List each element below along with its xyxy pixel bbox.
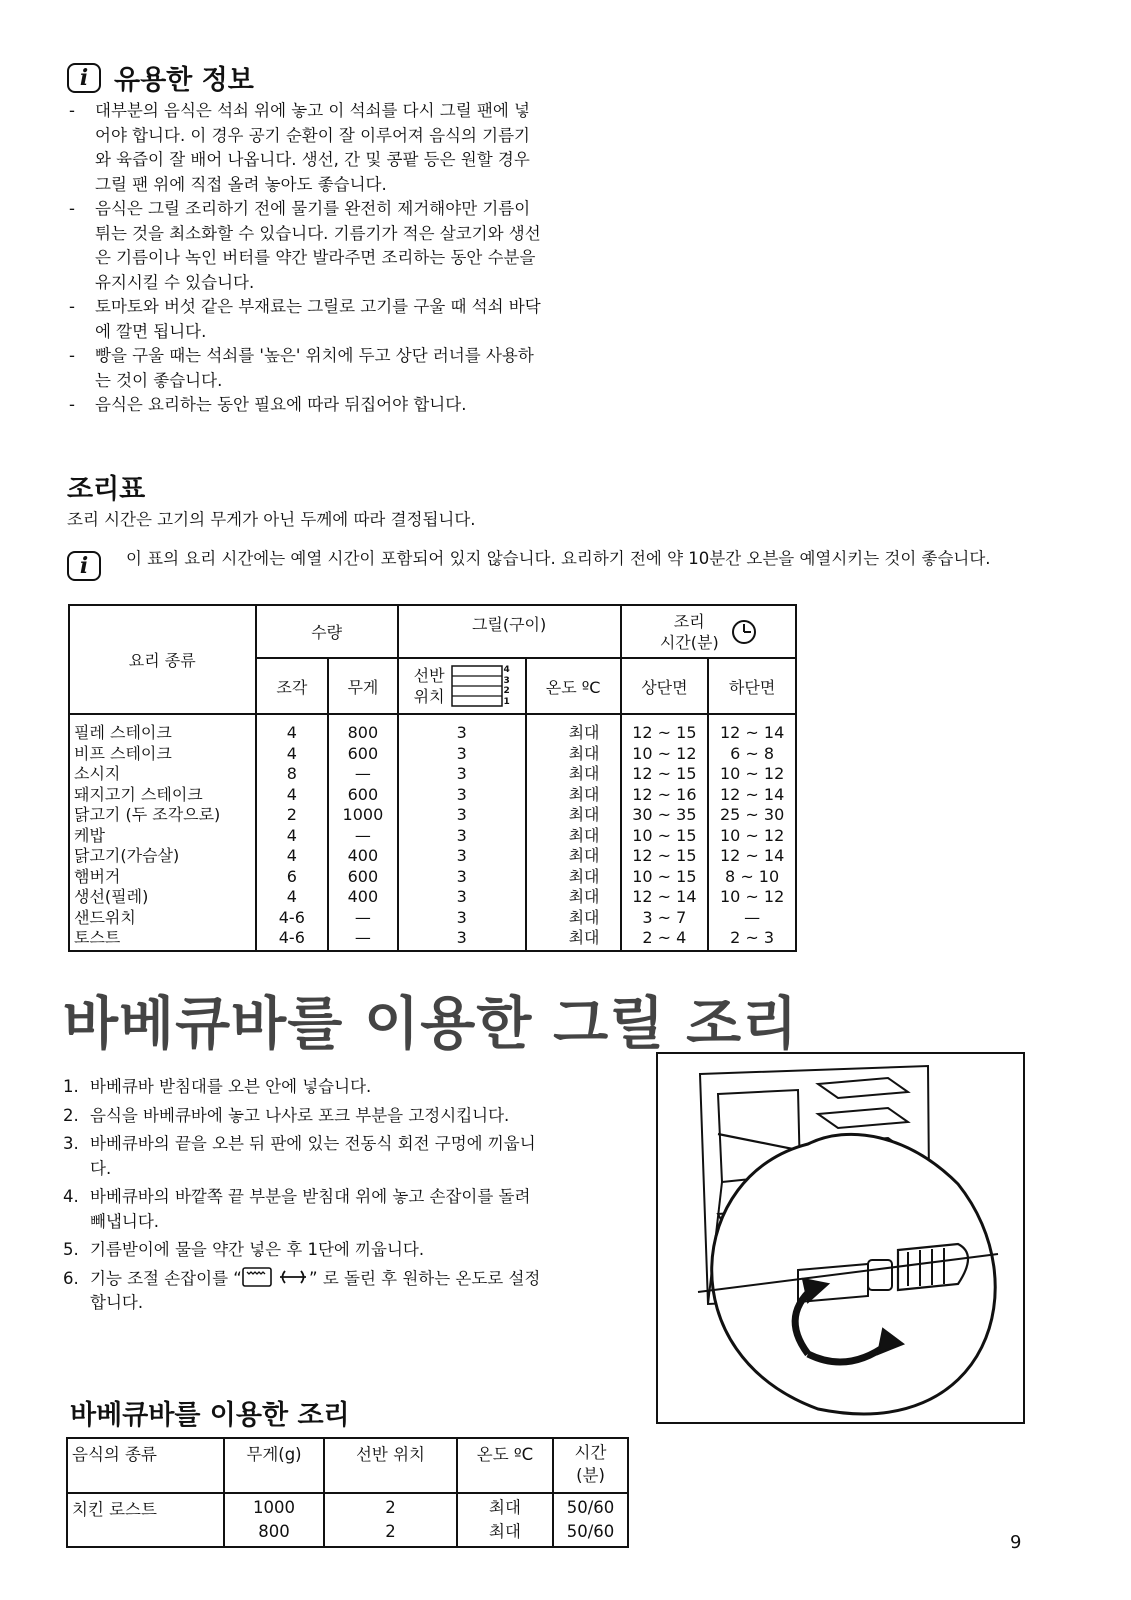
- step-number: 6.: [63, 1268, 79, 1288]
- step-number: 4.: [63, 1187, 79, 1206]
- step-item: [63, 1104, 543, 1129]
- info-icon: i: [67, 551, 101, 581]
- weights-list: 800 600 — 600 1000 — 400 600 400 — —: [328, 714, 398, 951]
- page-number: 9: [1010, 1532, 1022, 1553]
- info-icon: i: [67, 63, 101, 93]
- bottom-times-list: 12 ~ 14 6 ~ 8 10 ~ 12 12 ~ 14 25 ~ 30 10 ~ 12 12 ~ 14 8 ~ 10 10 ~ 12 — 2 ~ 3: [708, 714, 796, 951]
- step-item: [63, 1185, 543, 1234]
- header-temp: 온도 ºC: [457, 1438, 553, 1493]
- shelf-level-icon: [451, 665, 510, 707]
- row-time: 50/60 50/60: [553, 1493, 628, 1547]
- header-weight: 무게(g): [224, 1438, 324, 1493]
- header-shelf: [398, 658, 526, 714]
- rotisserie-table: [66, 1437, 629, 1548]
- header-temp: 온도 ºC: [526, 658, 621, 714]
- shelves-list: 3 3 3 3 3 3 3 3 3 3 3: [398, 714, 526, 951]
- rotisserie-title: 바베큐바를 이용한 그릴 조리: [63, 991, 799, 1057]
- step-item: [63, 1132, 543, 1181]
- list-item: - 빵을 구울 때는 석쇠를 '높은' 위치에 두고 상단 러너를 사용하는 것이 좋습니다.: [67, 344, 542, 393]
- shelf-level-label: 1: [503, 696, 510, 707]
- step-number: 3.: [63, 1134, 79, 1153]
- list-item: - 음식은 그릴 조리하기 전에 물기를 완전히 제거해야만 기름이 튀는 것을 최소화할 수 있습니다. 기름기가 적은 살코기와 생선은 기름이나 녹인 버터를 약간 발라주면 조리하는 동안 수분을 유지시킬 수 있습니다.: [67, 197, 542, 295]
- cooking-table: [68, 604, 797, 952]
- row-shelf: 2 2: [324, 1493, 457, 1547]
- shelf-level-label: 4: [503, 665, 510, 675]
- rotisserie-function-icon: [277, 1267, 309, 1287]
- header-cook-time: [621, 605, 796, 658]
- step-text: 바베큐바 받침대를 오븐 안에 넣습니다.: [90, 1077, 372, 1096]
- header-pieces: 조각: [256, 658, 329, 714]
- step-text: 바베큐바의 끝을 오븐 뒤 판에 있는 전동식 회전 구멍에 끼웁니다.: [90, 1134, 536, 1178]
- useful-info-title: 유용한 정보: [114, 65, 254, 96]
- list-item: - 토마토와 버섯 같은 부재료는 그릴로 고기를 구울 때 석쇠 바닥에 깔면 됩니다.: [67, 295, 542, 344]
- header-weight: 무게: [328, 658, 398, 714]
- header-grill: 그릴(구이): [398, 605, 621, 658]
- temps-list: 최대 최대 최대 최대 최대 최대 최대 최대 최대 최대 최대: [526, 714, 621, 951]
- header-cook-time-label: 조리 시간(분): [659, 611, 719, 652]
- top-times-list: 12 ~ 15 10 ~ 12 12 ~ 15 12 ~ 16 30 ~ 35 10 ~ 15 12 ~ 15 10 ~ 15 12 ~ 14 3 ~ 7 2 ~ 4: [621, 714, 709, 951]
- list-item: - 대부분의 음식은 석쇠 위에 놓고 이 석쇠를 다시 그릴 팬에 넣어야 합니다. 이 경우 공기 순환이 잘 이루어져 음식의 기름기와 육즙이 잘 배어 나옵니다. 생선, 간 및 콩팥 등은 원할 경우 그릴 팬 위에 직접 올려 놓아도 좋습니다.: [67, 99, 542, 197]
- food-list: 필레 스테이크 비프 스테이크 소시지 돼지고기 스테이크 닭고기 (두 조각으로) 케밥 닭고기(가슴살) 햄버거 생선(필레) 샌드위치 토스트: [69, 714, 256, 951]
- useful-info-list: [67, 99, 542, 418]
- grill-function-icon: [242, 1267, 272, 1287]
- header-top-side: 상단면: [621, 658, 709, 714]
- step-number: 5.: [63, 1240, 79, 1259]
- step-text: 기름받이에 물을 약간 넣은 후 1단에 끼웁니다.: [90, 1240, 425, 1259]
- oven-rotisserie-drawing: [658, 1054, 1023, 1422]
- header-bottom-side: 하단면: [708, 658, 796, 714]
- rotisserie-table-title: 바베큐바를 이용한 조리: [70, 1400, 350, 1431]
- pieces-list: 4 4 8 4 2 4 4 6 4 4-6 4-6: [256, 714, 329, 951]
- step-text-post: ” 로 돌린 후 원하는 온도로 설정합니다.: [90, 1268, 541, 1312]
- header-shelf: 선반 위치: [324, 1438, 457, 1493]
- step-item: [63, 1267, 543, 1316]
- rotisserie-steps: [63, 1075, 543, 1320]
- step-text: 음식을 바베큐바에 놓고 나사로 포크 부분을 고정시킵니다.: [90, 1105, 510, 1125]
- rotisserie-illustration: [656, 1052, 1025, 1424]
- row-temp: 최대 최대: [457, 1493, 553, 1547]
- step-text-pre: 기능 조절 손잡이를 “: [90, 1268, 242, 1288]
- step-number: 2.: [63, 1105, 79, 1125]
- row-food: 치킨 로스트: [67, 1493, 224, 1547]
- cooking-table-intro: 조리 시간은 고기의 무게가 아닌 두께에 따라 결정됩니다.: [67, 510, 476, 529]
- cooking-table-title: 조리표: [67, 474, 146, 505]
- clock-icon: [731, 619, 757, 645]
- header-food: 음식의 종류: [67, 1438, 224, 1493]
- step-item: [63, 1238, 543, 1263]
- header-shelf-label: 선반 위치: [413, 666, 445, 706]
- step-item: [63, 1075, 543, 1100]
- shelf-level-label: 2: [503, 686, 510, 696]
- step-text: 바베큐바의 바깥쪽 끝 부분을 받침대 위에 놓고 손잡이를 돌려 빼냅니다.: [90, 1187, 531, 1231]
- header-quantity: 수량: [256, 605, 398, 658]
- list-item: - 음식은 요리하는 동안 필요에 따라 뒤집어야 합니다.: [67, 393, 542, 418]
- step-number: 1.: [63, 1077, 79, 1096]
- header-food-type: 요리 종류: [69, 605, 256, 714]
- preheat-note: 이 표의 요리 시간에는 예열 시간이 포함되어 있지 않습니다. 요리하기 전에 약 10분간 오븐을 예열시키는 것이 좋습니다.: [126, 549, 991, 568]
- shelf-level-label: 3: [503, 675, 510, 686]
- row-weight: 1000 800: [224, 1493, 324, 1547]
- header-time: 시간 (분): [553, 1438, 628, 1493]
